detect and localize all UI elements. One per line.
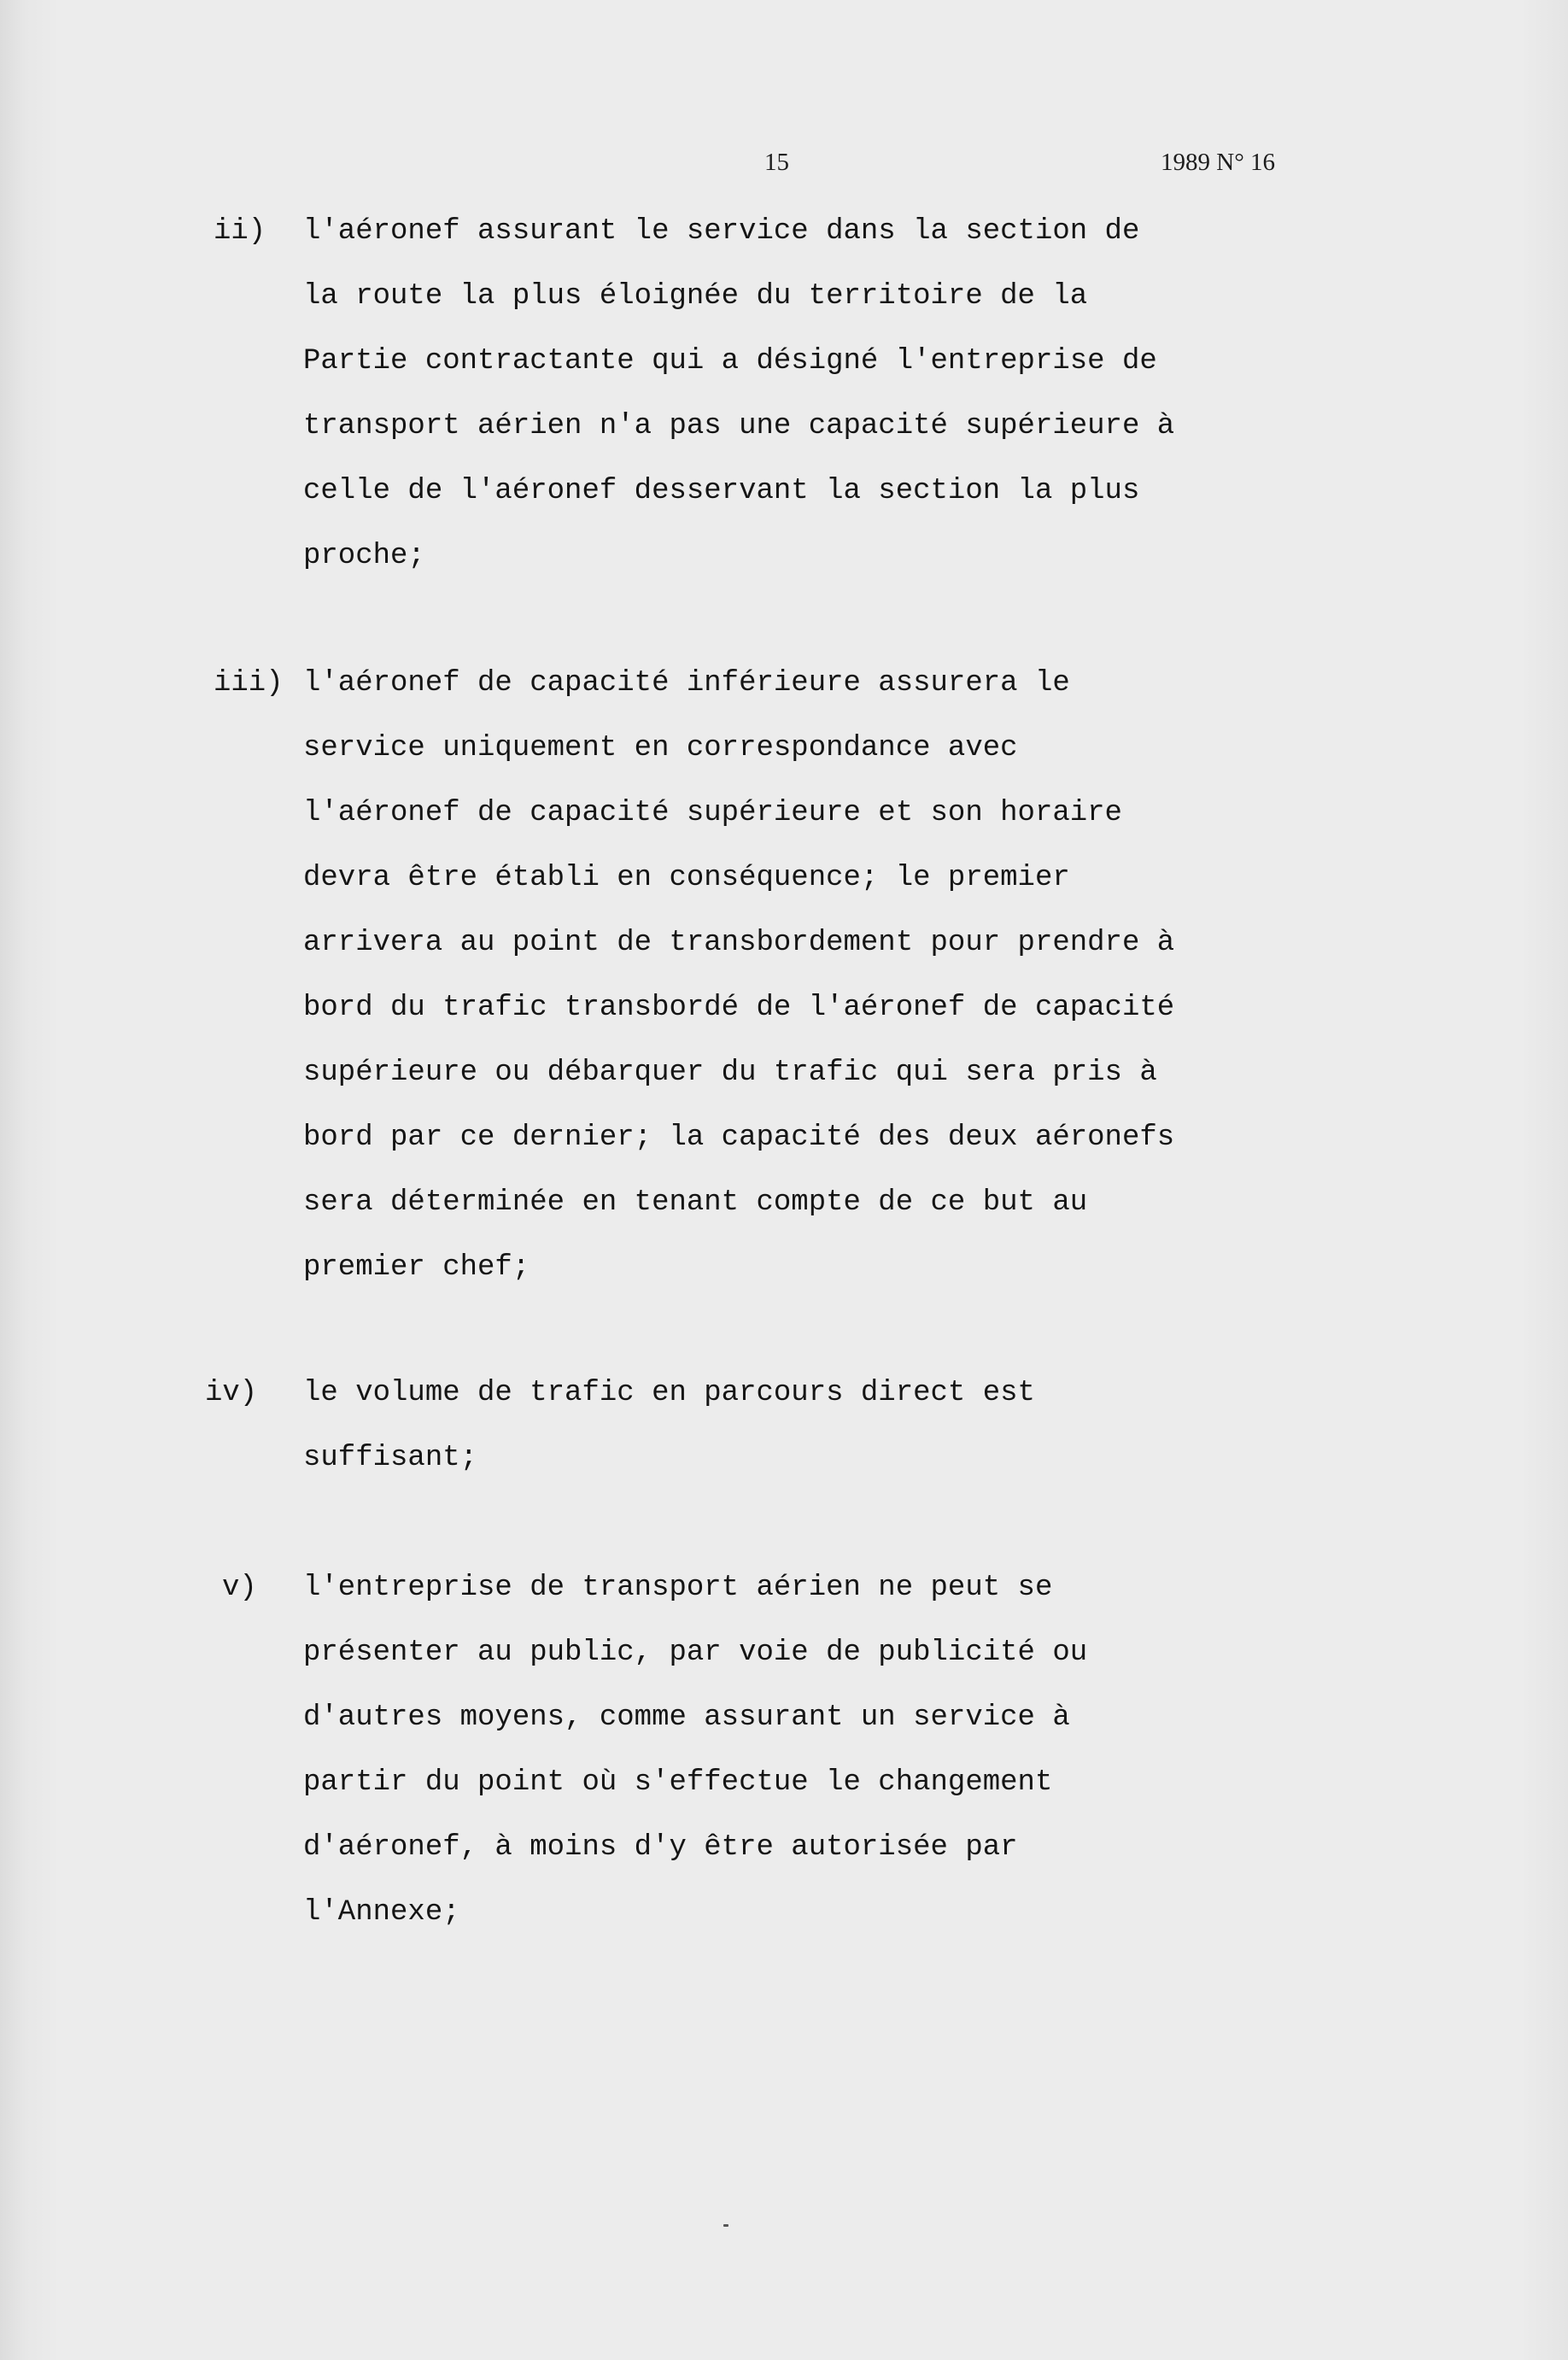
clause-ii-line: la route la plus éloignée du territoire de la	[303, 280, 1088, 313]
clause-iv-line: le volume de trafic en parcours direct est	[303, 1377, 1035, 1409]
clause-ii-line: proche;	[303, 540, 425, 572]
clause-v-line: partir du point où s'effectue le changement	[303, 1766, 1053, 1799]
clause-iii-line: supérieure ou débarquer du trafic qui sera pris à	[303, 1057, 1157, 1089]
clause-iii-line: arrivera au point de transbordement pour prendre à	[303, 927, 1175, 959]
clause-v-line: d'autres moyens, comme assurant un service à	[303, 1701, 1070, 1734]
clause-iii-line: bord par ce dernier; la capacité des deux aéronefs	[303, 1121, 1175, 1154]
clause-marker-iv: iv)	[205, 1377, 258, 1409]
clause-iii-line: premier chef;	[303, 1251, 530, 1284]
clause-marker-v: v)	[222, 1572, 257, 1604]
clause-iii-line: l'aéronef de capacité inférieure assurera le	[303, 667, 1070, 700]
clause-marker-ii: ii)	[214, 215, 266, 248]
clause-iii-line: bord du trafic transbordé de l'aéronef de capacité	[303, 992, 1175, 1024]
footer-mark	[723, 2224, 728, 2227]
document-reference: 1989 N° 16	[1161, 149, 1276, 176]
clause-iii-line: l'aéronef de capacité supérieure et son horaire	[303, 797, 1122, 829]
clause-marker-iii: iii)	[214, 667, 284, 700]
clause-iv-line: suffisant;	[303, 1442, 478, 1474]
clause-iii-line: devra être établi en conséquence; le premier	[303, 862, 1070, 894]
clause-v-line: l'Annexe;	[303, 1896, 460, 1929]
clause-ii-line: celle de l'aéronef desservant la section la plus	[303, 475, 1140, 507]
clause-ii-line: l'aéronef assurant le service dans la section de	[303, 215, 1140, 248]
clause-ii-line: Partie contractante qui a désigné l'entreprise de	[303, 345, 1157, 378]
page-number: 15	[764, 149, 789, 176]
clause-iii-line: service uniquement en correspondance avec	[303, 732, 1018, 764]
clause-v-line: l'entreprise de transport aérien ne peut se	[303, 1572, 1053, 1604]
clause-v-line: d'aéronef, à moins d'y être autorisée par	[303, 1831, 1018, 1864]
clause-v-line: présenter au public, par voie de publicité ou	[303, 1637, 1088, 1669]
clause-iii-line: sera déterminée en tenant compte de ce but au	[303, 1186, 1088, 1219]
clause-ii-line: transport aérien n'a pas une capacité supérieure à	[303, 410, 1175, 442]
